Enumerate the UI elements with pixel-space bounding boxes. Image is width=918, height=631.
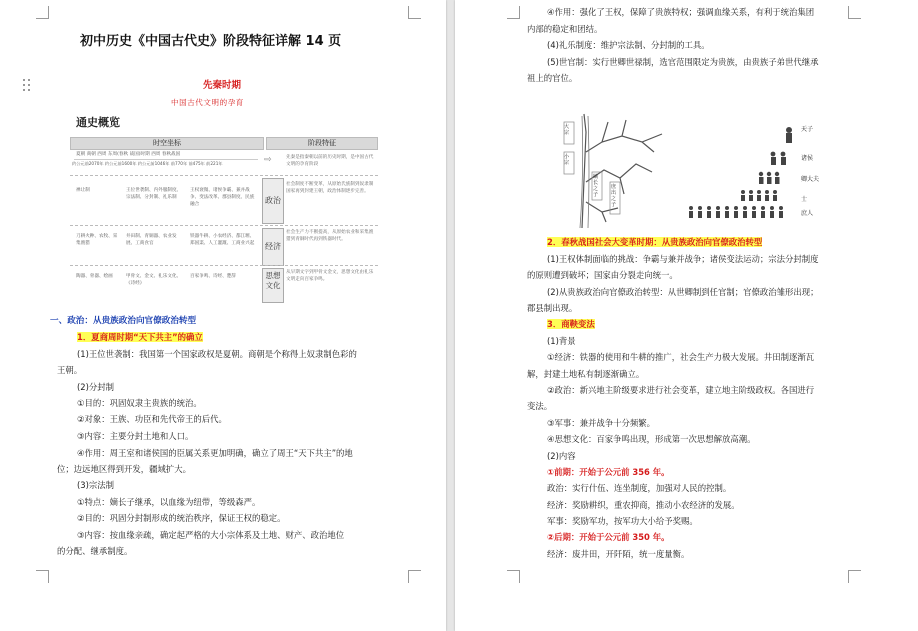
body-line: ②对象：王族、功臣和先代帝王的后代。 xyxy=(77,414,227,424)
arrow-right-icon: ⇨ xyxy=(264,155,272,165)
body-line: 王朝。 xyxy=(57,365,83,375)
body-line: ②政治：新兴地主阶级要求进行社会变革，建立地主阶级政权。各国进行 xyxy=(547,385,815,395)
body-line: (1)王位世袭制：我国第一个国家政权是夏朝。商朝是个称得上奴隶制色彩的 xyxy=(77,349,357,359)
table-cell: 铁器牛耕、小农经济、都江堰、郑国渠、人工灌溉、工商业兴起 xyxy=(190,234,255,246)
hierarchy-pyramid-illustration xyxy=(683,122,803,222)
body-line: 的原则遭到破坏；国家由分裂走向统一。 xyxy=(527,270,678,280)
document-page-1 xyxy=(0,0,446,631)
table-para: 社会生产力不断提高，从原始农业和采集渔猎到青铜时代再到铁器时代。 xyxy=(286,230,374,242)
pyramid-label: 天子 xyxy=(801,126,814,133)
row-divider xyxy=(70,175,378,176)
period-subtitle: 中国古代文明的孕育 xyxy=(171,98,244,107)
body-line: (5)世官制：实行世卿世禄制，选官范围限定为贵族，由贵族子弟世代继承 xyxy=(547,57,819,67)
crop-mark xyxy=(36,570,49,583)
body-line: ④作用：周王室和诸侯国的臣属关系更加明确，确立了周王“天下共主”的地 xyxy=(77,448,353,458)
tree-label: 庶出之子 xyxy=(611,184,617,208)
drag-handle-icon[interactable] xyxy=(23,79,31,93)
crop-mark xyxy=(408,570,421,583)
table-cell: 刀耕火种、农牧、采集渔猎 xyxy=(76,234,118,246)
table-cell: 禅让制 xyxy=(76,188,90,193)
row-label-politics: 政治 xyxy=(262,178,284,224)
pyramid-label: 诸侯 xyxy=(801,155,814,162)
table-cell: 井田制、青铜器、农业发展、工商食官 xyxy=(126,234,177,246)
stage-heading: ②后期：开始于公元前 350 年。 xyxy=(547,532,670,542)
body-line: ①特点：嫡长子继承，以血缘为纽带，等级森严。 xyxy=(77,497,261,507)
table-summary: 先秦是指秦朝以前的历史时期，是中国古代文明的孕育阶段 xyxy=(286,155,374,167)
subheading-2-text: 2．春秋战国社会大变革时期：从贵族政治向官僚政治转型 xyxy=(547,237,763,247)
body-line: ③内容：按血缘亲疏，确定起严格的大小宗体系及土地、财产、政治地位 xyxy=(77,530,345,540)
body-line: 祖上的官位。 xyxy=(527,73,578,83)
period-heading: 先秦时期 xyxy=(203,80,242,91)
body-line: (2)内容 xyxy=(547,451,576,461)
body-line: ④思想文化：百家争鸣出现，形成第一次思想解放高潮。 xyxy=(547,434,756,444)
body-line: (4)礼乐制度：维护宗法制、分封制的工具。 xyxy=(547,40,710,50)
body-line: 位；边远地区得到开发，疆域扩大。 xyxy=(57,464,191,474)
body-line: 的分配、继承制度。 xyxy=(57,546,133,556)
subheading-1 xyxy=(77,331,203,343)
table-dynasties: 夏朝 商朝 西周 东周(春秋 战国)时期 西周 春秋战国 xyxy=(76,152,181,157)
row-label-culture: 思想文化 xyxy=(262,268,284,303)
subheading-2 xyxy=(547,236,762,248)
row-label-economy: 经济 xyxy=(262,228,284,266)
body-line: (1)背景 xyxy=(547,336,576,346)
crop-mark xyxy=(848,6,861,19)
body-line: 解，封建土地私有制逐渐确立。 xyxy=(527,369,645,379)
body-line: ②目的：巩固分封制形成的统治秩序，保证王权的稳定。 xyxy=(77,513,286,523)
body-line: ①目的：巩固奴隶主贵族的统治。 xyxy=(77,398,202,408)
crop-mark xyxy=(507,6,520,19)
crop-mark xyxy=(408,6,421,19)
tree-label: 小宗 xyxy=(564,154,570,166)
table-cell: 甲骨文、金文、礼乐文化、《诗经》 xyxy=(126,274,182,286)
body-line: 内部的稳定和团结。 xyxy=(527,24,603,34)
subheading-3 xyxy=(547,318,595,330)
tree-label: 大宗 xyxy=(564,124,570,136)
body-line: ③军事：兼并战争十分频繁。 xyxy=(547,418,656,428)
crop-mark xyxy=(36,6,49,19)
table-header-left: 时空坐标 xyxy=(70,137,264,150)
overview-table xyxy=(70,137,378,299)
body-line: 政治：实行什伍、连坐制度，加强对人民的控制。 xyxy=(547,483,732,493)
document-page-2 xyxy=(455,0,918,631)
body-line: 经济：废井田，开阡陌，统一度量衡。 xyxy=(547,549,690,559)
table-years: 约公元前2070年 约公元前1600年 约公元前1046年 前770年 前475年 前221年 xyxy=(72,161,223,166)
body-line: 郡县制出现。 xyxy=(527,303,578,313)
stage-heading: ①前期：开始于公元前 356 年。 xyxy=(547,467,670,477)
subheading-1-text: 1．夏商周时期“天下共主”的确立 xyxy=(77,332,203,342)
body-line: 经济：奖励耕织，重农抑商，推动小农经济的发展。 xyxy=(547,500,740,510)
crop-mark xyxy=(507,570,520,583)
clan-tree-illustration xyxy=(562,112,672,228)
body-line: ①经济：铁器的使用和牛耕的推广，社会生产力极大发展。井田制逐渐瓦 xyxy=(547,352,815,362)
subheading-3-text: 3．商鞅变法 xyxy=(547,319,595,329)
tree-label: 嫡长之子 xyxy=(593,174,599,198)
pyramid-label: 卿大夫 xyxy=(801,176,820,183)
row-divider xyxy=(70,225,378,226)
table-cell: 陶器、骨器、绘画 xyxy=(76,274,113,279)
body-line: (3)宗法制 xyxy=(77,480,114,490)
table-para: 社会制度不断变革，从原始氏族制到奴隶制国家再到封建王朝，政治体制逐步完善。 xyxy=(286,182,374,194)
row-divider xyxy=(70,265,378,266)
body-line: 变法。 xyxy=(527,401,553,411)
pyramid-label: 庶人 xyxy=(801,210,814,217)
body-line: ④作用：强化了王权，保障了贵族特权；强调血缘关系，有利于统治集团 xyxy=(547,7,815,17)
body-line: (2)从贵族政治向官僚政治转型：从世卿制到任官制；官僚政治雏形出现； xyxy=(547,287,819,297)
table-cell: 百家争鸣、诗经、楚辞 xyxy=(190,274,236,279)
body-line: (1)王权体制面临的挑战：争霸与兼并战争；诸侯变法运动；宗法分封制度 xyxy=(547,254,819,264)
section-1-heading: 一、政治：从贵族政治向官僚政治转型 xyxy=(50,316,197,326)
pyramid-label: 士 xyxy=(801,196,808,203)
table-cell: 王位世袭制、内外服制度、宗法制、分封制、礼乐制 xyxy=(126,188,182,200)
crop-mark xyxy=(848,570,861,583)
body-line: (2)分封制 xyxy=(77,382,114,392)
table-para: 从早期文字到甲骨文金文，思想文化由礼乐文明走向百家争鸣。 xyxy=(286,270,374,282)
table-cell: 王权衰微、诸侯争霸、兼并战争、变法改革、郡县制度、民族融合 xyxy=(190,188,255,207)
section-heading: 通史概览 xyxy=(76,116,120,129)
document-title: 初中历史《中国古代史》阶段特征详解 14 页 xyxy=(80,34,342,49)
table-header-right: 阶段特征 xyxy=(266,137,378,150)
body-line: 军事：奖励军功，按军功大小给予奖赐。 xyxy=(547,516,698,526)
body-line: ③内容：主要分封土地和人口。 xyxy=(77,431,194,441)
